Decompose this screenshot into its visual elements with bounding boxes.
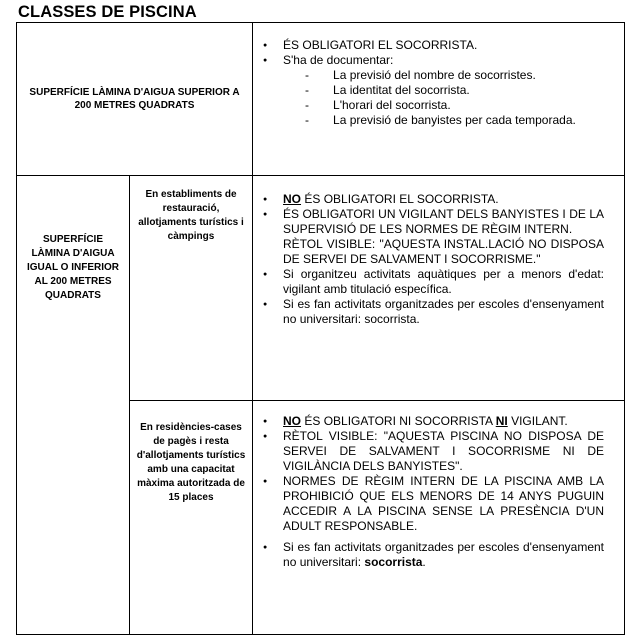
list-item: ● Si organitzeu activitats aquàtiques per a menors d'edat: vigilant amb titulació específica. [253, 267, 604, 297]
list-item: ● NORMES DE RÈGIM INTERN DE LA PISCINA AMB LA PROHIBICIÓ QUE ELS MENORS DE 14 ANYS PUGUIN ACCEDIR A LA PISCINA SENSE LA PRESÈNCIA D'UN ADULT RESPONSABLE. [253, 474, 604, 534]
list-item: ● ÉS OBLIGATORI UN VIGILANT DELS BANYISTES I DE LA SUPERVISIÓ DE LES NORMES DE RÈGIM INTERN. [253, 207, 604, 237]
list-item-text: ÉS OBLIGATORI NI SOCORRISTA [301, 414, 496, 428]
sub-list-item: - La identitat del socorrista. [283, 83, 584, 98]
header-small-surface-text: SUPERFÍCIE LÀMINA D'AIGUA IGUAL O INFERIOR AL 200 METRES QUADRATS [26, 234, 120, 301]
sub-list-item: - L'horari del socorrista. [283, 98, 584, 113]
list-item: ● Si es fan activitats organitzades per escoles d'ensenyament no universitari: socorrista. [253, 297, 604, 327]
table-row-large-pools [17, 23, 625, 176]
header-large-surface [17, 23, 253, 176]
list-item-text-end: VIGILANT. [507, 414, 568, 428]
emphasis-ni: NI [495, 414, 508, 428]
category-establishments [130, 176, 253, 401]
establishments-requirements [253, 176, 625, 401]
list-item [253, 192, 604, 207]
list-item [253, 53, 604, 128]
list-item: ● RÈTOL VISIBLE: "AQUESTA PISCINA NO DISPOSA DE SERVEI DE SALVAMENT I SOCORRISME NI DE VIGILÀNCIA DELS BANYISTES". [253, 429, 604, 474]
category-rural-houses [130, 401, 253, 635]
category-rural-houses-text: En residències-cases de pagès i resta d'allotjaments turístics amb una capacitat màxima autoritzada de 15 places [136, 422, 246, 503]
sub-list-item: - La previsió del nombre de socorristes. [283, 68, 584, 83]
list-item-text: Si es fan activitats organitzades per escoles d'ensenyament no universitari: [283, 540, 605, 569]
page-title: CLASSES DE PISCINA [18, 3, 197, 21]
emphasis-no: NO [283, 414, 302, 428]
list-item-text: ÉS OBLIGATORI EL SOCORRISTA. [301, 192, 499, 206]
list-item: ● ÉS OBLIGATORI EL SOCORRISTA. [253, 38, 604, 53]
emphasis-socorrista: socorrista [364, 555, 423, 569]
sign-note: RÈTOL VISIBLE: "AQUESTA INSTAL.LACIÓ NO DISPOSA DE SERVEI DE SALVAMENT I SOCORRISME." [283, 237, 605, 266]
emphasis-no: NO [283, 192, 302, 206]
list-item-text: S'ha de documentar: [283, 53, 394, 67]
header-small-surface [17, 176, 130, 635]
category-establishments-text: En establiments de restauració, allotjaments turístics i càmpings [138, 189, 244, 242]
pool-classes-table [16, 22, 625, 635]
list-item [253, 414, 604, 429]
sub-list-item: - La previsió de banyistes per cada temporada. [283, 113, 584, 128]
list-item [253, 540, 604, 570]
table-row-small-pools-establishments [17, 176, 625, 401]
rural-houses-requirements [253, 401, 625, 635]
large-surface-requirements [253, 23, 625, 176]
list-item-text-end: . [422, 555, 426, 569]
header-large-surface-text: SUPERFÍCIE LÀMINA D'AIGUA SUPERIOR A 200 METRES QUADRATS [29, 87, 240, 111]
